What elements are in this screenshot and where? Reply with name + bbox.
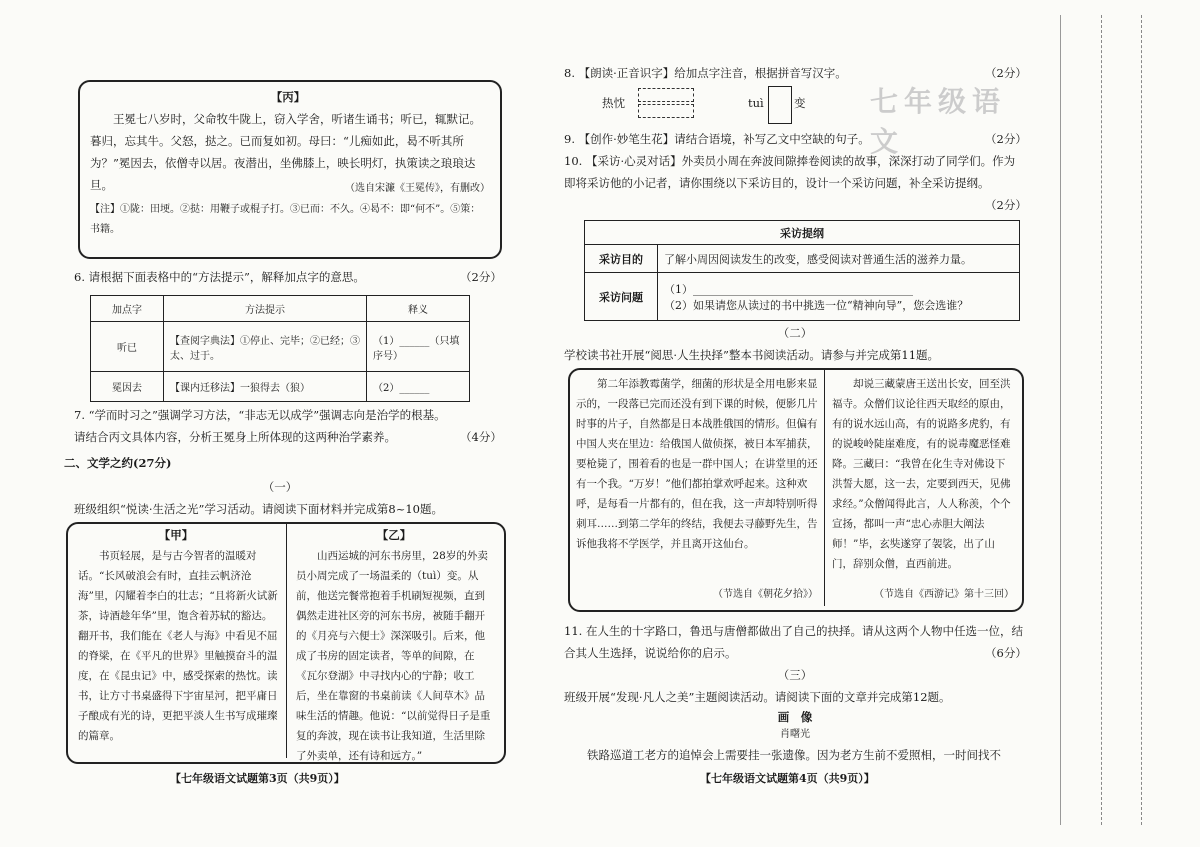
- table-header: 加点字: [91, 296, 164, 322]
- faded-title-watermark: 七年级语文: [870, 85, 1007, 158]
- binding-strip: [1060, 15, 1181, 825]
- interview-row-label: 采访目的: [585, 245, 658, 273]
- question-9: 9. 【创作·妙笔生花】请结合语境，补写乙文中空缺的句子。: [564, 132, 870, 146]
- subsection-2: （二）: [777, 326, 813, 340]
- pinyin-answer-box-2[interactable]: [638, 104, 694, 118]
- passage-bing-note: 【注】①陇：田埂。②挞：用鞭子或棍子打。③已而：不久。④曷不：即“何不”。⑤策：书籍。: [90, 204, 481, 235]
- passage-xiyou-text: 却说三藏蒙唐王送出长安，回至洪福寺。众僧们议论往西天取经的原由，有的说水远山高，有的说路多虎豹，有的说峻岭陡崖难度，有的说毒魔恶怪难降。三藏曰：“我曾在化生寺对佛设下洪誓大愿，这一去，定要到西天，见佛求经。”众僧闻得此言，人人称羡，个个宣扬，都叫一声“忠心赤胆大阐法师！”毕，玄奘遂穿了袈裟，出了山门，辞别众僧，直西前进。: [832, 378, 1011, 570]
- intro-1: 班级组织“悦读·生活之光”学习活动。请阅读下面材料并完成第8~10题。: [74, 502, 443, 516]
- interview-questions: [658, 273, 1020, 321]
- interview-table-title: 采访提纲: [585, 221, 1020, 245]
- passage-bing-title: 【丙】: [270, 90, 306, 104]
- question-8-word-1: 热忱: [602, 96, 625, 110]
- table-cell: 【查阅字典法】①停止、完毕；②已经；③太、过于。: [164, 322, 367, 372]
- right-page: [560, 0, 1030, 800]
- passage-zhaohua-source: （节选自《朝花夕拾》）: [713, 589, 818, 600]
- question-6-score: （2分）: [460, 270, 502, 284]
- method-table: [90, 295, 470, 402]
- article-first-line: 铁路巡道工老方的追悼会上需要挂一张遗像。因为老方生前不爱照相，一时间找不: [587, 748, 1001, 762]
- question-10: 10. 【采访·心灵对话】外卖员小周在奔波间隙捧卷阅读的故事，深深打动了同学们。作为即将采访他的小记者，请你围绕以下采访目的，设计一个采访问题，补全采访提纲。: [564, 154, 1016, 190]
- page-footer-3: 【七年级语文试题第3页（共9页）】: [170, 772, 345, 785]
- passage-divider-2: [824, 370, 825, 606]
- article-author: 肖曙光: [780, 729, 810, 740]
- question-8: 8. 【朗读·正音识字】给加点字注音，根据拼音写汉字。: [564, 66, 847, 80]
- answer-blank[interactable]: （2）______: [367, 372, 470, 402]
- interview-question-blank[interactable]: （1）________________________________________: [664, 282, 913, 296]
- article-title: 画 像: [777, 710, 813, 724]
- interview-row-label: 采访问题: [585, 273, 658, 321]
- table-cell: 【课内迁移法】一狼得去（狼）: [164, 372, 367, 402]
- passage-jia-title: 【甲】: [158, 528, 194, 542]
- subsection-3: （三）: [777, 668, 813, 682]
- section-2-heading: 二、文学之约(27分): [64, 456, 172, 470]
- passage-divider: [286, 524, 287, 758]
- question-6: 6. 请根据下面表格中的“方法提示”，解释加点字的意思。: [74, 270, 365, 284]
- passage-bing-source: （选自宋濂《王冕传》，有删改）: [345, 183, 490, 194]
- question-8-score: （2分）: [985, 66, 1027, 80]
- character-answer-box[interactable]: [768, 86, 792, 124]
- question-10-score: （2分）: [985, 198, 1027, 212]
- question-8-pinyin: tuì: [748, 96, 764, 110]
- intro-2: 学校读书社开展“阅思·人生抉择”整本书阅读活动。请参与并完成第11题。: [564, 348, 940, 362]
- passage-bing-text: 王冕七八岁时，父命牧牛陇上，窃入学舍，听诸生诵书；听已，辄默记。暮归，忘其牛。父怒，挞之。已而复如初。母曰：“儿痴如此，曷不听其所为？”冕因去，依僧寺以居。夜潜出，坐佛膝上，映长明灯，执策读之琅琅达旦。: [90, 112, 481, 192]
- passage-yi-title: 【乙】: [376, 528, 412, 542]
- interview-question-2: （2）如果请您从读过的书中挑选一位“精神向导”，您会选谁？: [664, 298, 969, 312]
- page-footer-4: 【七年级语文试题第4页（共9页）】: [700, 772, 875, 785]
- question-7-score: （4分）: [460, 430, 502, 444]
- interview-outline-table: [584, 220, 1020, 321]
- passage-xiyou-source: （节选自《西游记》第十三回）: [874, 589, 1014, 600]
- interview-row-value: 了解小周因阅读发生的改变，感受阅读对普通生活的滋养力量。: [658, 245, 1020, 273]
- pinyin-answer-box[interactable]: [638, 88, 694, 102]
- table-cell: 听已: [91, 322, 164, 372]
- question-8-word-2: 变: [794, 96, 806, 110]
- answer-blank[interactable]: （1）______（只填序号）: [367, 322, 470, 372]
- passage-yi-text: 山西运城的河东书房里，28岁的外卖员小周完成了一场温柔的（tuì）变。从前，他送完餐常抱着手机刷短视频，直到偶然走进社区旁的河东书房，被随手翻开的《月亮与六便士》深深吸引。后来，他成了书房的固定读者，等单的间隙，在《瓦尔登湖》中寻找内心的宁静；收工后，坐在靠窗的书桌前读《人间草木》品味生活的情趣。他说：“以前觉得日子是重复的奔波，现在读书让我知道，生活里除了外卖单，还有诗和远方。”: [296, 550, 491, 762]
- subsection-1: （一）: [262, 480, 298, 494]
- table-header: 释义: [367, 296, 470, 322]
- table-header: 方法提示: [164, 296, 367, 322]
- question-11-score: （6分）: [985, 646, 1027, 660]
- left-page: [60, 0, 520, 800]
- binding-line: [1101, 15, 1102, 825]
- passage-zhaohua-text: 第二年添教霉菌学，细菌的形状是全用电影来显示的，一段落已完而还没有到下课的时候，便影几片时事的片子，自然都是日本战胜俄国的情形。但偏有中国人夹在里边：给俄国人做侦探，被日本军捕获，要枪毙了，围着看的也是一群中国人；在讲堂里的还有一个我。“万岁！”他们都拍掌欢呼起来。这种欢呼，是每看一片都有的，但在我，这一声却特别听得刺耳……到第二学年的终结，我便去寻藤野先生，告诉他我将不学医学，并且离开这仙台。: [576, 378, 818, 550]
- table-cell: 冕因去: [91, 372, 164, 402]
- question-9-score: （2分）: [985, 132, 1027, 146]
- binding-line: [1141, 15, 1142, 825]
- question-11: 11. 在人生的十字路口，鲁迅与唐僧都做出了自己的抉择。请从这两个人物中任选一位，结合其人生选择，说说给你的启示。: [564, 624, 1023, 660]
- intro-3: 班级开展“发现·凡人之美”主题阅读活动。请阅读下面的文章并完成第12题。: [564, 690, 951, 704]
- question-7: 7. “学而时习之”强调学习方法，“非志无以成学”强调志向是治学的根基。请结合丙文具体内容，分析王冕身上所体现的这两种治学素养。: [74, 408, 446, 444]
- passage-jia-text: 书页轻展，是与古今智者的温暖对话。“长风破浪会有时，直挂云帆济沧海”里，闪耀着李白的壮志；“且将新火试新茶，诗酒趁年华”里，饱含着苏轼的豁达。翻开书，我们能在《老人与海》中看见不屈的脊梁，在《平凡的世界》里触摸奋斗的温度，在《昆虫记》中，感受探索的热忱。读书，让方寸书桌盛得下宇宙星河，把平庸日子酿成有光的诗，更把平淡人生书写成璀璨的篇章。: [78, 550, 278, 742]
